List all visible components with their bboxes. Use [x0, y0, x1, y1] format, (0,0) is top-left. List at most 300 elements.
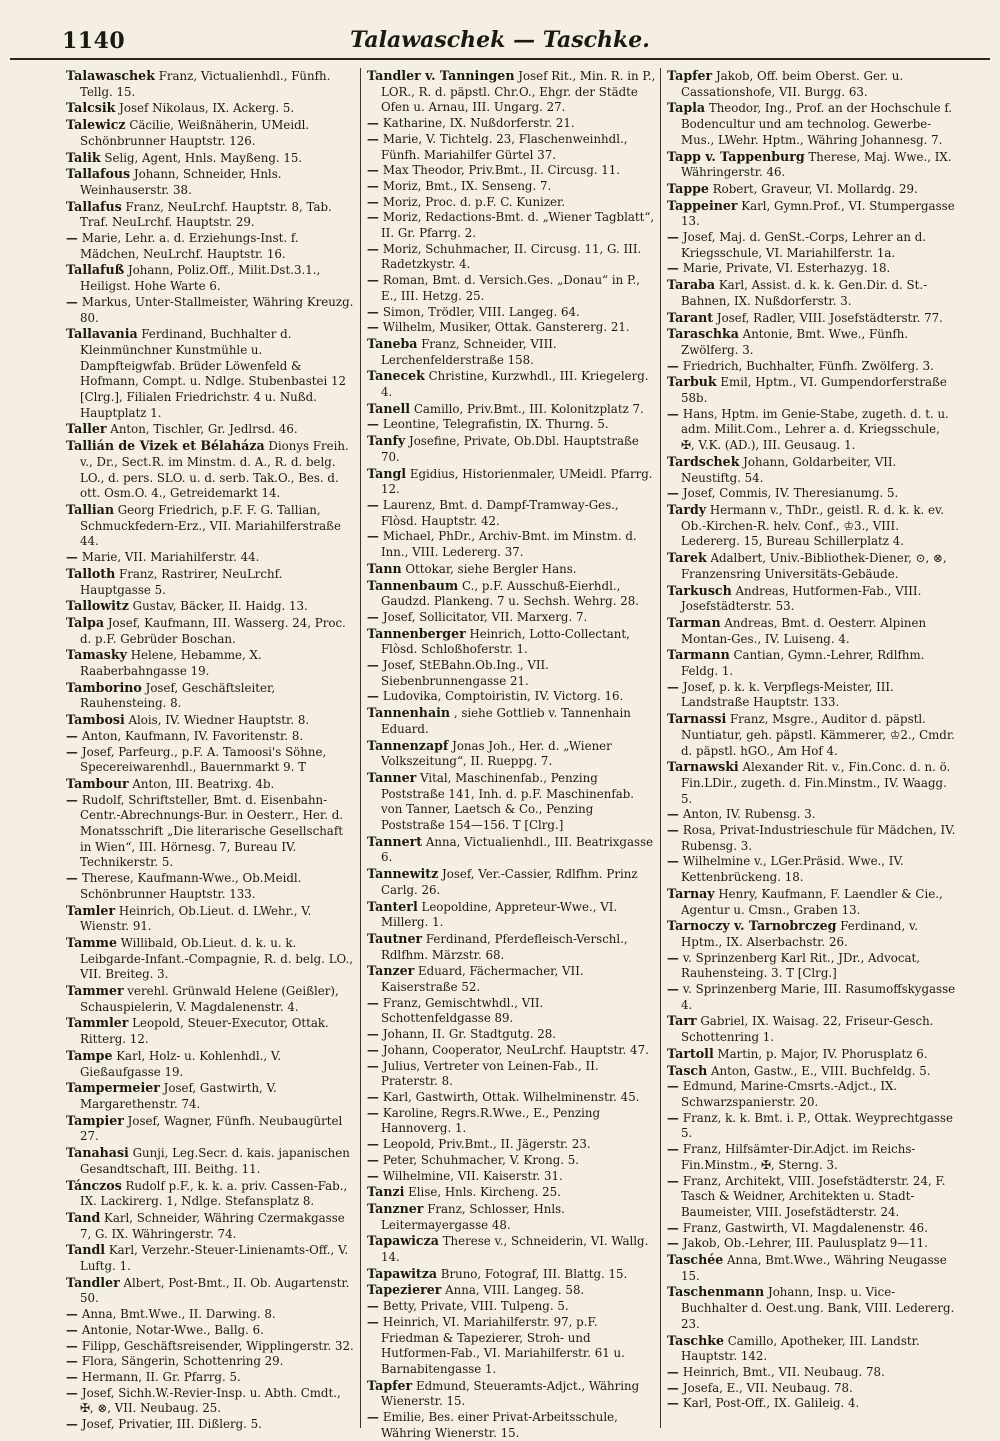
directory-entry: [66, 1354, 356, 1370]
entry-details: Marie, VII. Mariahilferstr. 44.: [81, 550, 260, 565]
entry-surname: Talcsik: [66, 100, 116, 116]
entry-details: Anton, Kaufmann, IV. Favoritenstr. 8.: [81, 728, 304, 743]
entry-surname: Talawaschek: [66, 68, 155, 83]
entry-surname: Tarnassi: [667, 711, 727, 727]
ditto-dash: —: [667, 1396, 683, 1411]
entry-details: Josef, Gastwirth, V. Margarethenstr. 74.: [80, 1081, 277, 1111]
entry-surname: Tannenzapf: [367, 737, 449, 753]
entry-surname: Tardy: [667, 501, 707, 517]
entry-details: Marie, Lehr. a. d. Erziehungs-Inst. f. Mädchen, NeuLrchf. Hauptstr. 16.: [80, 231, 299, 261]
directory-entry: [367, 834, 656, 866]
entry-details: Franz, NeuLrchf. Hauptstr. 8, Tab. Traf. NeuLrchf. Hauptstr. 29.: [80, 199, 332, 230]
directory-entry: [66, 166, 356, 198]
entry-details: Vital, Maschinenfab., Penzing Poststraße 141, Inh. d. p.F. Maschinenfab. von Tanner, Laetsch & Co., Penzing Poststraße 154—156. T [Clrg.]: [381, 770, 635, 833]
directory-entry: [66, 262, 356, 294]
entry-details: Max Theodor, Priv.Bmt., II. Circusg. 11.: [382, 163, 621, 178]
ditto-dash: —: [667, 1220, 683, 1235]
directory-entry: [367, 320, 656, 336]
entry-surname: Tardschek: [667, 453, 740, 469]
entry-details: Willibald, Ob.Lieut. d. k. u. k. Leibgarde-Infant.-Compagnie, R. d. belg. LO., VII. Breiteg. 3.: [80, 935, 354, 982]
directory-entry: [667, 310, 956, 327]
ditto-dash: —: [367, 1410, 383, 1425]
directory-entry: [667, 407, 956, 454]
entry-details: Wilhelmine v., LGer.Präsid. Wwe., IV. Kettenbrückeng. 18.: [681, 854, 904, 885]
entry-details: Camillo, Apotheker, III. Landstr. Hauptstr. 142.: [681, 1333, 920, 1364]
entry-details: Josef Rit., Min. R. in P., LOR., R. d. päpstl. Chr.O., Ehgr. der Städte Ofen u. Arnau, III. Ungarg. 27.: [381, 69, 656, 115]
entry-surname: Tallian: [66, 501, 114, 517]
ditto-dash: —: [66, 1369, 82, 1384]
entry-surname: Tanzi: [367, 1184, 405, 1200]
entry-surname: Tampier: [66, 1112, 124, 1128]
ditto-dash: —: [367, 163, 383, 178]
directory-entry: [66, 871, 356, 902]
entry-details: Rudolf, Schriftsteller, Bmt. d. Eisenbahn-Centr.-Abrechnungs-Bur. in Oesterr., Her. d. Monatsschrift „Die literarische Gesellschaft in Wien“, III. Hörnesg. 7, Bureau IV. Technikerstr. 5.: [80, 792, 344, 870]
entry-surname: Tallafuß: [66, 262, 125, 278]
entry-surname: Tarant: [667, 309, 714, 325]
directory-entry: [66, 1323, 356, 1339]
ditto-dash: —: [367, 529, 383, 544]
directory-entry: [667, 1252, 956, 1284]
directory-entry: [667, 486, 956, 502]
entry-details: Filipp, Geschäftsreisender, Wipplingerstr. 32.: [81, 1338, 354, 1353]
ditto-dash: —: [667, 1173, 683, 1188]
entry-details: Edmund, Steueramts-Adjct., Währing Wienerstr. 15.: [381, 1378, 640, 1409]
ditto-dash: —: [367, 1314, 383, 1329]
directory-entry: [667, 1079, 956, 1110]
running-head: Talawaschek — Taschke.: [350, 27, 650, 53]
entry-details: Anna, Victualienhdl., III. Beatrixgasse 6.: [381, 834, 654, 865]
ditto-dash: —: [667, 679, 683, 694]
directory-entry: [66, 1145, 356, 1177]
entry-surname: Tapp v. Tappenburg: [667, 148, 805, 164]
entry-surname: Taller: [66, 421, 107, 437]
entry-surname: Tarkusch: [667, 582, 732, 598]
ditto-dash: —: [367, 609, 383, 624]
directory-entry: [367, 1059, 656, 1090]
ditto-dash: —: [66, 792, 82, 807]
directory-entry: [367, 336, 656, 368]
directory-entry: [667, 711, 956, 759]
directory-entry: [367, 1043, 656, 1059]
entry-details: Moriz, Redactions-Bmt. d. „Wiener Tagblatt“, II. Gr. Pfarrg. 2.: [381, 210, 655, 241]
entry-surname: Taschée: [667, 1252, 724, 1268]
entry-details: Josef, Sichh.W.-Revier-Insp. u. Abth. Cmdt., ✠, ⊗, VII. Neubaug. 25.: [80, 1385, 341, 1416]
directory-entry: [667, 918, 956, 950]
entry-details: Josef, Ver.-Cassier, Rdlfhm. Prinz Carlg. 26.: [381, 867, 638, 897]
ditto-dash: —: [367, 497, 383, 512]
entry-details: Heinrich, VI. Mariahilferstr. 97, p.F. Friedman & Tapezierer, Stroh- und Hutformen-Fab., VI. Mariahilferstr. 61 u. Barnabitengasse 1.: [381, 1314, 625, 1376]
entry-details: Alois, IV. Wiedner Hauptstr. 8.: [128, 713, 310, 728]
entry-details: Johann, Goldarbeiter, VII. Neustiftg. 54.: [681, 454, 897, 485]
entry-details: Rosa, Privat-Industrieschule für Mädchen, IV. Rubensg. 3.: [681, 823, 956, 853]
ditto-dash: —: [367, 320, 383, 335]
entry-details: Moriz, Proc. d. p.F. C. Kunizer.: [382, 194, 566, 209]
directory-entry: [367, 1090, 656, 1106]
entry-details: Leopold, Steuer-Executor, Ottak. Ritterg. 12.: [80, 1016, 329, 1047]
entry-details: Selig, Agent, Hnls. Mayßeng. 15.: [104, 150, 303, 165]
entry-details: Eduard, Fächermacher, VII. Kaiserstraße 52.: [381, 964, 584, 995]
entry-surname: Tannenhain: [367, 705, 451, 721]
entry-details: Cantian, Gymn.-Lehrer, Rdlfhm. Feldg. 1.: [681, 648, 925, 679]
entry-details: Marie, V. Tichtelg. 23, Flaschenweinhdl., Fünfh. Mariahilfer Gürtel 37.: [381, 131, 628, 162]
ditto-dash: —: [367, 178, 383, 193]
entry-surname: Tanterl: [367, 898, 418, 914]
ditto-dash: —: [367, 1042, 383, 1057]
entry-surname: Tanecek: [367, 368, 425, 384]
directory-entry: [367, 1169, 656, 1185]
entry-details: Leontine, Telegrafistin, IX. Thurng. 5.: [382, 417, 609, 432]
ditto-dash: —: [66, 871, 82, 886]
ditto-dash: —: [667, 406, 683, 421]
entry-surname: Tangl: [367, 465, 407, 481]
ditto-dash: —: [66, 1385, 82, 1400]
directory-entry: [66, 776, 356, 793]
entry-details: Elise, Hnls. Kircheng. 25.: [408, 1185, 561, 1200]
column-1: [60, 68, 360, 1432]
directory-entry: [667, 583, 956, 615]
directory-entry: [367, 68, 656, 116]
entry-surname: Tand: [66, 1209, 101, 1225]
entry-details: Egidius, Historienmaler, UMeidl. Pfarrg. 12.: [381, 466, 653, 497]
directory-entry: [367, 1299, 656, 1315]
entry-details: Therese v., Schneiderin, VI. Wallg. 14.: [381, 1234, 649, 1265]
entry-details: Julius, Vertreter von Leinen-Fab., II. Praterstr. 8.: [381, 1058, 599, 1089]
directory-entry: [667, 68, 956, 100]
entry-surname: Tanzer: [367, 963, 415, 979]
entry-details: Christine, Kurzwhdl., III. Kriegelerg. 4.: [381, 369, 649, 400]
directory-entry: [667, 1174, 956, 1221]
directory-entry: [367, 1137, 656, 1153]
entry-details: Karl, Gymn.Prof., VI. Stumpergasse 13.: [681, 198, 955, 229]
ditto-dash: —: [367, 210, 383, 225]
entry-surname: Tarnoczy v. Tarnobrczeg: [667, 918, 837, 934]
directory-entry: [667, 502, 956, 550]
ditto-dash: —: [667, 1364, 683, 1379]
entry-surname: Talpa: [66, 614, 105, 630]
entry-surname: Tambosi: [66, 712, 125, 728]
entry-details: Franz, Gemischtwhdl., VII. Schottenfeldgasse 89.: [381, 995, 544, 1026]
entry-details: Emilie, Bes. einer Privat-Arbeitsschule, Währing Wienerstr. 15.: [381, 1410, 618, 1440]
entry-details: Josef, StEBahn.Ob.Ing., VII. Siebenbrunnengasse 21.: [381, 658, 549, 688]
directory-entry: [66, 1080, 356, 1112]
entry-details: Josefa, E., VII. Neubaug. 78.: [682, 1380, 853, 1395]
entry-details: Michael, PhDr., Archiv-Bmt. im Minstm. d. Inn., VIII. Ledererg. 37.: [381, 529, 637, 560]
directory-entry: [367, 610, 656, 626]
directory-entry: [667, 680, 956, 711]
entry-details: Moriz, Bmt., IX. Senseng. 7.: [382, 178, 552, 193]
entry-details: Karl, Holz- u. Kohlenhdl., V. Gießaufgasse 19.: [80, 1048, 282, 1079]
directory-entry: [367, 578, 656, 610]
entry-surname: Tambour: [66, 775, 129, 791]
ditto-dash: —: [66, 1322, 82, 1337]
entry-details: Franz, Schneider, VIII. Lerchenfelderstraße 158.: [381, 336, 557, 367]
column-3: [660, 68, 960, 1428]
entry-surname: Tarr: [667, 1013, 697, 1029]
ditto-dash: —: [667, 1110, 683, 1125]
entry-details: Georg Friedrich, p.F. F. G. Tallian, Schmuckfedern-Erz., VII. Mariahilferstraße 44.: [80, 502, 342, 549]
directory-entry: [667, 615, 956, 647]
directory-entry: [367, 1201, 656, 1233]
entry-details: Franz, Msgre., Auditor d. päpstl. Nuntiatur, geh. päpstl. Kämmerer, ♔2., Cmdr. d. päpstl. hGO., Am Hof 4.: [681, 712, 955, 758]
directory-entry: [367, 433, 656, 465]
directory-entry: [367, 179, 656, 195]
directory-entry: [367, 770, 656, 834]
directory-entry: [367, 401, 656, 418]
ditto-dash: —: [367, 131, 383, 146]
entry-surname: Taraschka: [667, 326, 739, 342]
ditto-dash: —: [667, 1236, 683, 1251]
entry-details: v. Sprinzenberg Marie, III. Rasumoffskygasse 4.: [681, 982, 956, 1012]
entry-surname: Tartoll: [667, 1045, 714, 1061]
directory-entry: [367, 195, 656, 211]
entry-details: Rudolf p.F., k. k. a. priv. Cassen-Fab., IX. Lackirerg. 1, Ndlge. Stefansplatz 8.: [80, 1178, 348, 1209]
ditto-dash: —: [367, 241, 383, 256]
ditto-dash: —: [367, 1090, 383, 1104]
directory-entry: [367, 738, 656, 770]
directory-entry: [667, 198, 956, 230]
entry-surname: Tannenberger: [367, 625, 466, 641]
directory-entry: [66, 421, 356, 438]
directory-entry: [667, 823, 956, 854]
entry-details: Therese, Kaufmann-Wwe., Ob.Meidl. Schönbrunner Hauptstr. 133.: [80, 871, 302, 901]
directory-entry: [367, 1282, 656, 1299]
entry-details: Ferdinand, v. Hptm., IX. Alserbachstr. 26.: [681, 919, 918, 949]
directory-entry: [367, 529, 656, 560]
entry-details: Hermann v., ThDr., geistl. R. d. k. k. ev. Ob.-Kirchen-R. helv. Conf., ♔3., VIII. Ledererg. 15, Bureau Schillerplatz 4.: [681, 502, 945, 549]
ditto-dash: —: [367, 1058, 383, 1073]
entry-details: Heinrich, Bmt., VII. Neubaug. 78.: [682, 1364, 885, 1379]
entry-details: Josefine, Private, Ob.Dbl. Hauptstraße 70.: [381, 434, 639, 464]
directory-entry: [667, 277, 956, 309]
entry-details: Karoline, Regrs.R.Wwe., E., Penzing Hannoverg. 1.: [381, 1105, 601, 1136]
entry-details: Karl, Gastwirth, Ottak. Wilhelminenstr. 45.: [382, 1090, 640, 1104]
entry-details: Friedrich, Buchhalter, Fünfh. Zwölferg. 3.: [682, 358, 934, 373]
entry-surname: Tapla: [667, 100, 706, 116]
entry-details: Franz, Gastwirth, VI. Magdalenenstr. 46.: [682, 1220, 928, 1235]
entry-details: Anton, III. Beatrixg. 4b.: [132, 776, 275, 791]
entry-details: Simon, Trödler, VIII. Langeg. 64.: [382, 304, 580, 319]
directory-entry: [667, 550, 956, 582]
directory-entry: [367, 658, 656, 689]
entry-surname: Tallafous: [66, 166, 131, 182]
entry-details: Josef, Radler, VIII. Josefstädterstr. 77.: [716, 310, 943, 325]
ditto-dash: —: [367, 273, 383, 288]
directory-entry: [367, 996, 656, 1027]
ditto-dash: —: [667, 1380, 683, 1395]
directory-entry: [66, 199, 356, 231]
ditto-dash: —: [367, 1152, 383, 1167]
directory-entry: [667, 951, 956, 982]
entry-details: Flora, Sängerin, Schottenring 29.: [81, 1354, 284, 1369]
entry-details: Heinrich, Lotto-Collectant, Flòsd. Schloßhoferstr. 1.: [381, 626, 630, 657]
entry-details: Karl, Post-Off., IX. Galileig. 4.: [682, 1396, 860, 1411]
entry-details: Josef, Sollicitator, VII. Marxerg. 7.: [382, 609, 588, 624]
entry-details: Dionys Freih. v., Dr., Sect.R. im Minstm. d. A., R. d. belg. LO., d. pers. SLO. u. d. serb. Tak.O., Bes. d. ott. Osm.O. 4., Getreidemarkt 14.: [80, 439, 349, 501]
entry-details: Martin, p. Major, IV. Phorusplatz 6.: [717, 1046, 928, 1061]
entry-details: Robert, Graveur, VI. Mollardg. 29.: [712, 181, 918, 196]
entry-details: Johann, Schneider, Hnls. Weinhauserstr. 38.: [80, 167, 282, 197]
entry-surname: Tapezierer: [367, 1282, 442, 1298]
entry-details: Theodor, Ing., Prof. an der Hochschule f. Bodencultur und am technolog. Gewerbe-Mus., LWehr. Hptm., Währing Johannesg. 7.: [681, 101, 953, 147]
entry-surname: Tannewitz: [367, 866, 439, 882]
entry-surname: Tarek: [667, 550, 707, 566]
directory-entry: [667, 261, 956, 277]
ditto-dash: —: [367, 995, 383, 1010]
ditto-dash: —: [367, 304, 383, 319]
entry-details: Antonie, Bmt. Wwe., Fünfh. Zwölferg. 3.: [681, 327, 909, 357]
directory-entry: [667, 1396, 956, 1412]
entry-surname: Tarnawski: [667, 759, 739, 775]
entry-surname: Tallián de Vizek et Bélaháza: [66, 438, 265, 454]
ditto-dash: —: [367, 689, 383, 704]
entry-details: Therese, Maj. Wwe., IX. Währingerstr. 46.: [681, 149, 952, 180]
ditto-dash: —: [667, 823, 683, 838]
directory-entry: [66, 1307, 356, 1323]
entry-details: Josef, Geschäftsleiter, Rauhensteing. 8.: [80, 680, 276, 711]
entry-surname: Tamborino: [66, 679, 142, 695]
entry-details: Josef, Commis, IV. Theresianumg. 5.: [682, 486, 899, 501]
entry-details: Josef, Maj. d. GenSt.-Corps, Lehrer an d. Kriegsschule, VI. Mariahilferstr. 1a.: [681, 230, 927, 260]
directory-entry: [66, 1048, 356, 1080]
ditto-dash: —: [66, 728, 82, 743]
directory-entry: [66, 295, 356, 326]
entry-details: Ottokar, siehe Bergler Hans.: [405, 561, 577, 576]
directory-entry: [66, 117, 356, 149]
entry-surname: Tapfer: [667, 68, 713, 83]
entry-details: Emil, Hptm., VI. Gumpendorferstraße 58b.: [681, 375, 947, 406]
directory-entry: [66, 1178, 356, 1210]
entry-surname: Tandler: [66, 1274, 120, 1290]
directory-entry: [367, 1266, 656, 1283]
entry-details: Cäcilie, Weißnäherin, UMeidl. Schönbrunner Hauptstr. 126.: [80, 118, 310, 148]
ditto-dash: —: [667, 358, 683, 373]
entry-surname: Tannenbaum: [367, 577, 459, 593]
entry-details: Gunji, Leg.Secr. d. kais. japanischen Gesandtschaft, III. Beithg. 11.: [80, 1146, 350, 1176]
ditto-dash: —: [667, 950, 683, 965]
entry-details: Johann, Cooperator, NeuLrchf. Hauptstr. 47.: [382, 1042, 649, 1057]
directory-entry: [66, 903, 356, 935]
directory-entry: [66, 566, 356, 598]
directory-entry: [367, 1153, 656, 1169]
directory-entry: [667, 326, 956, 358]
directory-entry: [66, 326, 356, 421]
directory-entry: [367, 466, 656, 498]
directory-entry: [66, 729, 356, 745]
entry-details: verehl. Grünwald Helene (Geißler), Schauspielerin, V. Magdalenenstr. 4.: [80, 984, 339, 1014]
entry-details: Johann, Poliz.Off., Milit.Dst.3.1., Heiligst. Hohe Warte 6.: [80, 263, 321, 294]
entry-surname: Tann: [367, 560, 402, 576]
ditto-dash: —: [367, 1105, 383, 1120]
entry-surname: Tallowitz: [66, 598, 129, 614]
directory-entry: [367, 368, 656, 400]
entry-surname: Tamme: [66, 934, 117, 950]
directory-entry: [367, 689, 656, 705]
ditto-dash: —: [367, 1027, 383, 1042]
entry-details: , siehe Gottlieb v. Tannenhain Eduard.: [381, 706, 631, 736]
directory-entry: [66, 983, 356, 1015]
entry-surname: Tammer: [66, 983, 124, 999]
directory-entry: [667, 647, 956, 679]
entry-details: Edmund, Marine-Cmsrts.-Adjct., IX. Schwarzspanierstr. 20.: [681, 1079, 898, 1109]
entry-details: Jakob, Off. beim Oberst. Ger. u. Cassationshofe, VII. Burgg. 63.: [681, 69, 904, 99]
entry-surname: Taraba: [667, 277, 716, 293]
ditto-dash: —: [367, 658, 383, 673]
entry-surname: Tanell: [367, 400, 411, 416]
entry-details: Roman, Bmt. d. Versich.Ges. „Donau“ in P., E., III. Hetzg. 25.: [381, 273, 641, 303]
entry-surname: Tanner: [367, 769, 417, 785]
directory-entry: [367, 1410, 656, 1441]
directory-entry: [367, 1027, 656, 1043]
directory-entry: [667, 1236, 956, 1252]
entry-details: Albert, Post-Bmt., II. Ob. Augartenstr. 50.: [80, 1275, 350, 1306]
entry-details: Ludovika, Comptoiristin, IV. Victorg. 16.: [382, 689, 624, 704]
ditto-dash: —: [66, 231, 82, 246]
directory-entry: [367, 963, 656, 995]
directory-entry: [667, 1046, 956, 1063]
entry-details: Camillo, Priv.Bmt., III. Kolonitzplatz 7.: [413, 401, 644, 416]
entry-surname: Taneba: [367, 335, 418, 351]
entry-surname: Tappeiner: [667, 197, 738, 213]
ditto-dash: —: [66, 294, 82, 309]
ditto-dash: —: [367, 194, 383, 209]
entry-details: Josef Nikolaus, IX. Ackerg. 5.: [119, 101, 295, 116]
entry-details: Heinrich, Ob.Lieut. d. LWehr., V. Wienstr. 91.: [80, 903, 312, 934]
directory-entry: [367, 561, 656, 578]
entry-details: Anton, Gastw., E., VIII. Buchfeldg. 5.: [711, 1063, 931, 1078]
directory-entry: [367, 116, 656, 132]
entry-details: Ferdinand, Pferdefleisch-Verschl., Rdlfhm. Märzstr. 68.: [381, 931, 628, 962]
entry-surname: Tallavania: [66, 326, 138, 342]
directory-entry: [66, 502, 356, 550]
ditto-dash: —: [66, 1307, 82, 1322]
ditto-dash: —: [367, 116, 383, 131]
entry-surname: Taschenmann: [667, 1284, 765, 1300]
directory-entry: [66, 438, 356, 502]
entry-surname: Tanahasi: [66, 1145, 129, 1161]
entry-surname: Tamasky: [66, 647, 127, 663]
directory-entry: [367, 210, 656, 241]
entry-details: Gabriel, IX. Waisag. 22, Friseur-Gesch. Schottenring 1.: [681, 1014, 934, 1045]
entry-details: Leopold, Priv.Bmt., II. Jägerstr. 23.: [382, 1137, 591, 1152]
entry-details: Karl, Verzehr.-Steuer-Linienamts-Off., V. Luftg. 1.: [80, 1243, 349, 1274]
entry-details: Karl, Schneider, Währing Czermakgasse 7, G. IX. Währingerstr. 74.: [80, 1210, 345, 1241]
directory-entry: [66, 1275, 356, 1307]
directory-entry: [367, 1106, 656, 1137]
directory-entry: [367, 866, 656, 898]
entry-details: Peter, Schuhmacher, V. Krong. 5.: [382, 1152, 580, 1167]
entry-details: Jonas Joh., Her. d. „Wiener Volkszeitung“, II. Rueppg. 7.: [381, 738, 612, 769]
entry-surname: Tasch: [667, 1062, 708, 1078]
entry-surname: Tanfy: [367, 433, 406, 449]
directory-entry: [66, 647, 356, 679]
entry-details: Anna, VIII. Langeg. 58.: [445, 1283, 585, 1298]
directory-entry: [367, 1184, 656, 1201]
ditto-dash: —: [667, 1079, 683, 1094]
page-header: [10, 0, 990, 60]
entry-details: Jakob, Ob.-Lehrer, III. Paulusplatz 9—11.: [682, 1236, 928, 1251]
ditto-dash: —: [667, 486, 683, 501]
entry-details: Josef, Kaufmann, III. Wasserg. 24, Proc. d. p.F. Gebrüder Boschan.: [80, 615, 346, 646]
entry-details: Josef, p. k. k. Verpflegs-Meister, III. Landstraße Hauptstr. 133.: [681, 679, 894, 710]
entry-surname: Tampermeier: [66, 1080, 160, 1096]
entry-details: Wilhelmine, VII. Kaiserstr. 31.: [382, 1168, 563, 1183]
ditto-dash: —: [667, 854, 683, 869]
directory-entry: [367, 305, 656, 321]
ditto-dash: —: [66, 1417, 82, 1432]
directory-entry: [66, 1242, 356, 1274]
directory-entry: [667, 759, 956, 807]
entry-surname: Talewicz: [66, 117, 126, 133]
